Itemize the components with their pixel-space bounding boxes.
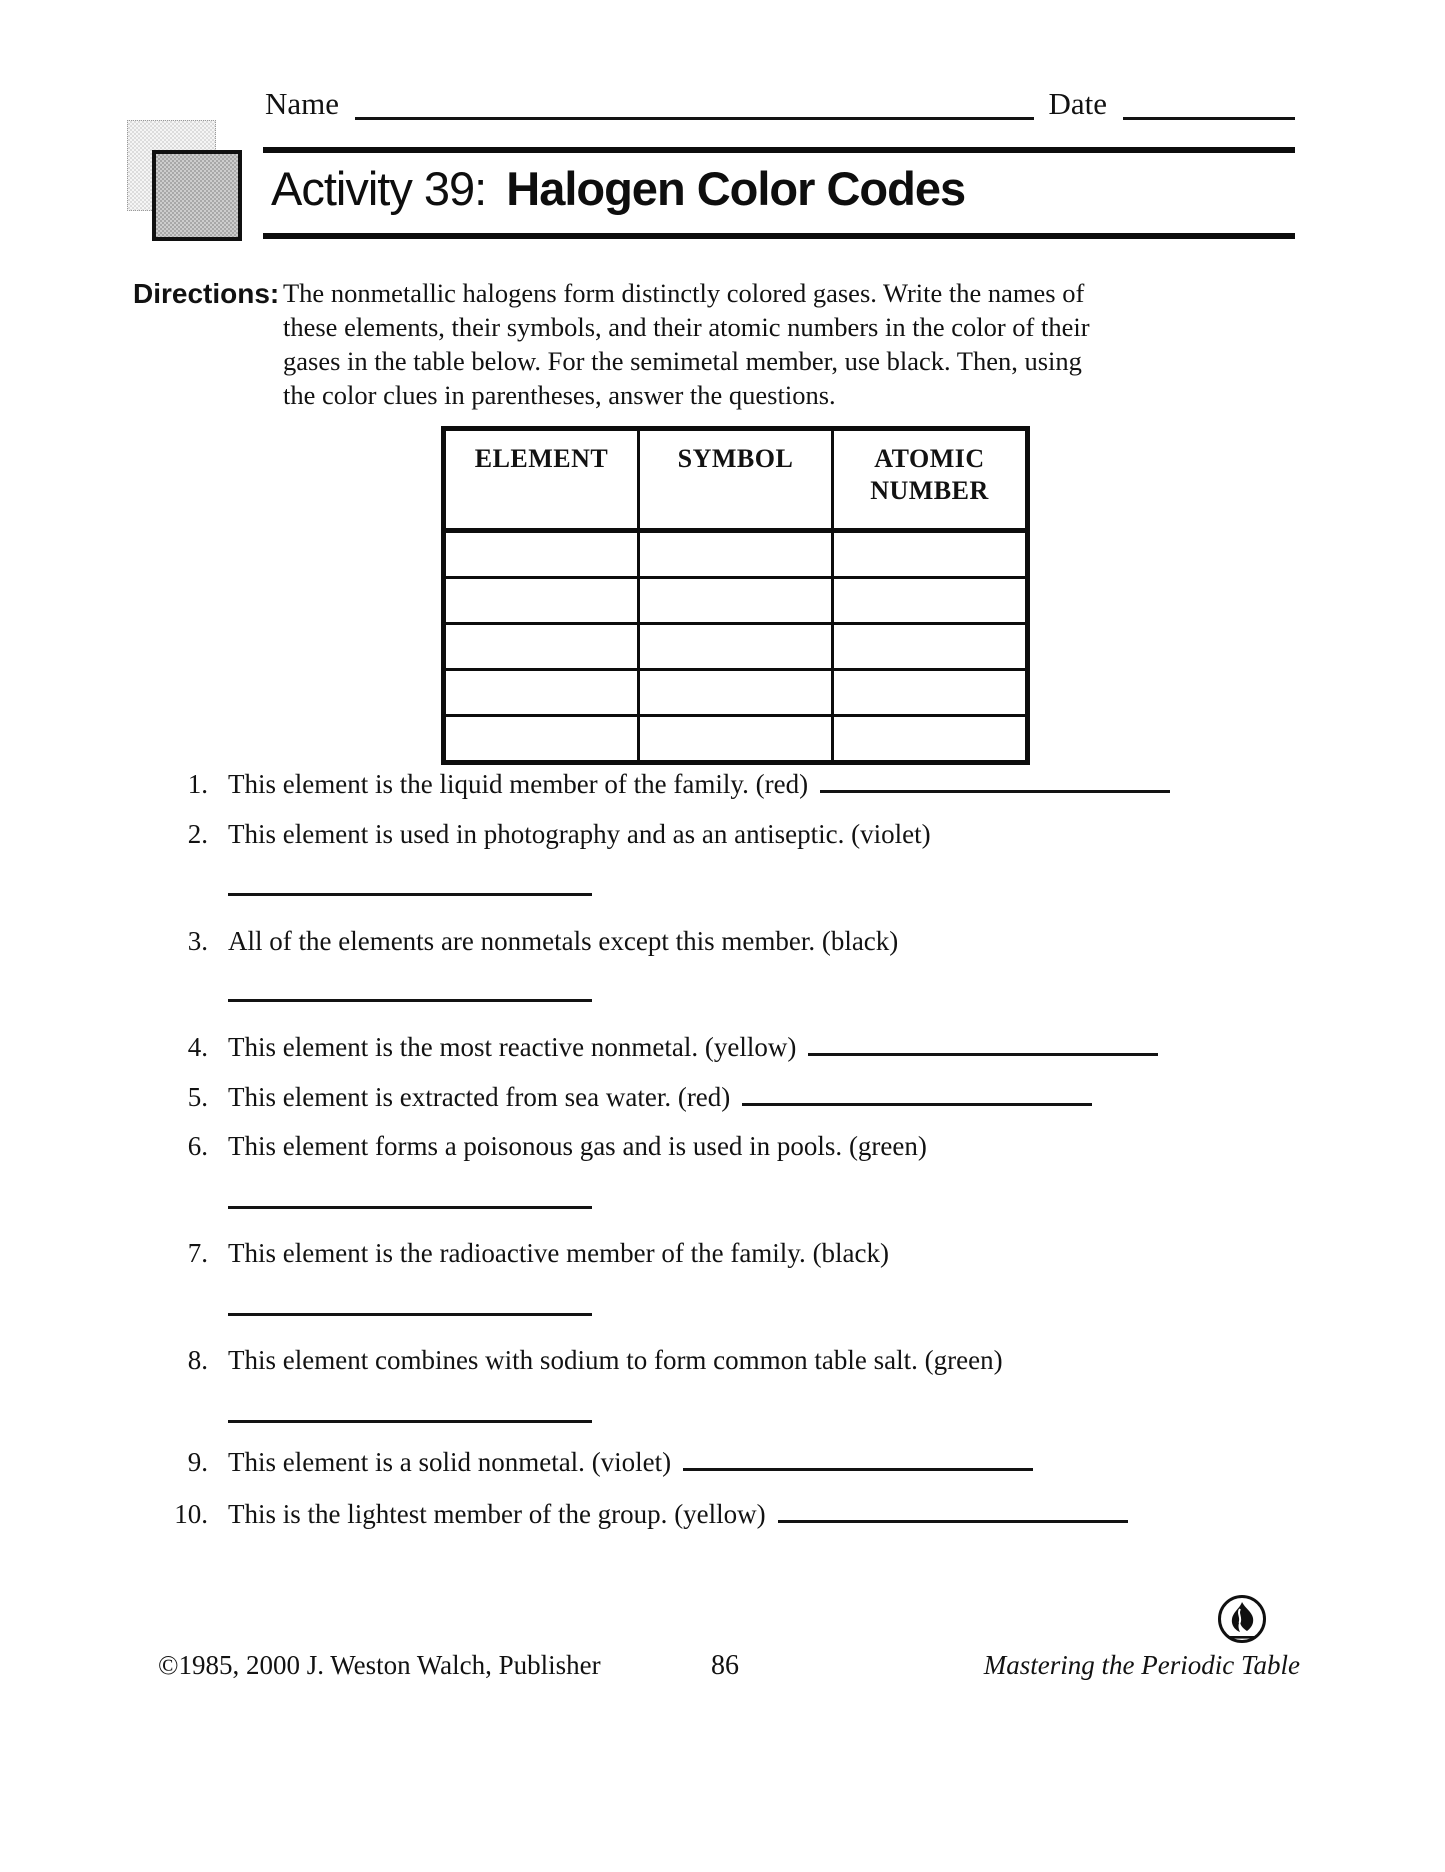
question-color-clue: (yellow) [674, 1499, 766, 1529]
question-number: 10. [174, 1499, 208, 1529]
question-item [140, 1343, 1300, 1377]
answer-blank[interactable] [228, 1420, 592, 1423]
question-text: This element forms a poisonous gas and is used in pools. [228, 1131, 843, 1161]
answer-cell[interactable] [833, 578, 1028, 624]
answer-cell[interactable] [639, 716, 833, 763]
question-color-clue: (red) [755, 769, 809, 799]
answer-cell[interactable] [444, 578, 639, 624]
page-number: 86 [711, 1650, 739, 1681]
answer-cell[interactable] [639, 578, 833, 624]
question-item [140, 817, 1300, 851]
question-text: This element is the most reactive nonmetal. [228, 1032, 699, 1062]
question-text: This is the lightest member of the group. [228, 1499, 668, 1529]
answer-blank[interactable] [808, 1029, 1158, 1056]
question-text: This element is the liquid member of the family. [228, 769, 749, 799]
question-number: 7. [187, 1238, 208, 1268]
title-rule-bottom [263, 233, 1295, 239]
question-color-clue: (violet) [851, 819, 931, 849]
answer-cell[interactable] [639, 670, 833, 716]
date-fill-line[interactable] [1123, 91, 1295, 120]
question-item [140, 1029, 1300, 1064]
question-item [140, 1444, 1300, 1479]
answer-blank[interactable] [228, 999, 592, 1002]
answer-cell[interactable] [444, 531, 639, 578]
answer-cell[interactable] [833, 531, 1028, 578]
answer-blank[interactable] [742, 1079, 1092, 1106]
answer-blank[interactable] [228, 1206, 592, 1209]
answer-blank[interactable] [683, 1444, 1033, 1471]
question-number: 1. [187, 769, 208, 799]
question-color-clue: (green) [924, 1345, 1003, 1375]
table-row [444, 716, 1028, 763]
table-row [444, 670, 1028, 716]
name-date-row [265, 86, 1295, 122]
activity-title [271, 161, 1291, 216]
answer-cell[interactable] [639, 624, 833, 670]
question-color-clue: (black) [812, 1238, 890, 1268]
answer-cell[interactable] [444, 716, 639, 763]
question-item [140, 1496, 1300, 1531]
table-row [444, 578, 1028, 624]
question-number: 2. [187, 819, 208, 849]
answer-blank[interactable] [228, 1313, 592, 1316]
answer-cell[interactable] [444, 624, 639, 670]
answer-blank[interactable] [820, 766, 1170, 793]
column-header-atomic-number: ATOMIC NUMBER [833, 429, 1028, 531]
directions-block [133, 276, 1108, 412]
question-color-clue: (black) [821, 926, 899, 956]
question-item [140, 1129, 1300, 1163]
column-header-element: ELEMENT [444, 429, 639, 531]
question-number: 4. [187, 1032, 208, 1062]
question-number: 8. [187, 1345, 208, 1375]
question-text: All of the elements are nonmetals except this member. [228, 926, 816, 956]
answer-cell[interactable] [444, 670, 639, 716]
question-number: 9. [187, 1447, 208, 1477]
name-label: Name [265, 86, 340, 121]
answer-blank[interactable] [778, 1496, 1128, 1523]
answer-cell[interactable] [833, 716, 1028, 763]
question-text: This element is extracted from sea water. [228, 1082, 672, 1112]
directions-label: Directions: [133, 278, 280, 309]
name-fill-line[interactable] [355, 91, 1034, 120]
question-color-clue: (yellow) [704, 1032, 797, 1062]
title-rule-top [263, 147, 1295, 153]
question-color-clue: (violet) [591, 1447, 672, 1477]
question-number: 5. [187, 1082, 208, 1112]
answers-table [441, 426, 1030, 765]
answer-cell[interactable] [639, 531, 833, 578]
question-text: This element is the radioactive member of the family. [228, 1238, 806, 1268]
question-text: This element combines with sodium to form common table salt. [228, 1345, 918, 1375]
book-title: Mastering the Periodic Table [983, 1650, 1300, 1680]
question-item [140, 766, 1300, 801]
question-color-clue: (green) [848, 1131, 927, 1161]
question-item [140, 1236, 1300, 1270]
answer-cell[interactable] [833, 670, 1028, 716]
question-item [140, 924, 1300, 958]
question-item [140, 1079, 1300, 1114]
answer-blank[interactable] [228, 893, 592, 896]
activity-number-label: Activity 39: [271, 162, 487, 215]
question-number: 3. [187, 926, 208, 956]
table-header-row [444, 429, 1028, 531]
deco-square-dark-icon [152, 150, 242, 241]
question-text: This element is used in photography and as an antiseptic. [228, 819, 845, 849]
directions-text: The nonmetallic halogens form distinctly colored gases. Write the names of these elements, their symbols, and their atomic numbers in the color of their gases in the table below. For the semimetal member, use black. Then, using the color clues in parentheses, answer the questions. [283, 278, 1090, 410]
table-row [444, 531, 1028, 578]
answer-cell[interactable] [833, 624, 1028, 670]
column-header-symbol: SYMBOL [639, 429, 833, 531]
date-label: Date [1048, 86, 1107, 121]
copyright-text: ©1985, 2000 J. Weston Walch, Publisher [158, 1650, 601, 1680]
question-number: 6. [187, 1131, 208, 1161]
question-text: This element is a solid nonmetal. [228, 1447, 585, 1477]
activity-title-text: Halogen Color Codes [506, 162, 966, 215]
table-row [444, 624, 1028, 670]
flame-logo-icon [1214, 1593, 1270, 1653]
question-color-clue: (red) [677, 1082, 731, 1112]
